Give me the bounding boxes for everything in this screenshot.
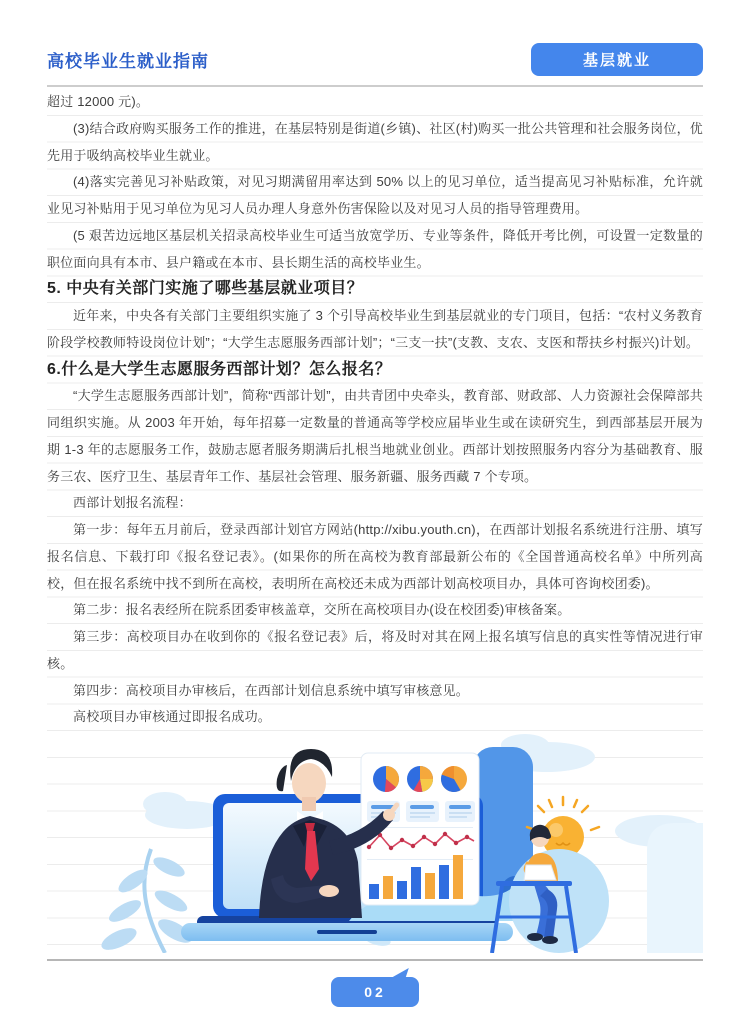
paragraph: 超过 12000 元)。 xyxy=(47,94,150,109)
document-body xyxy=(47,89,703,731)
pie-chart-icon xyxy=(373,766,467,792)
paragraph: 高校项目办审核通过即报名成功。 xyxy=(73,709,272,725)
footer-divider xyxy=(47,959,703,961)
paragraph: 西部计划报名流程： xyxy=(73,495,192,511)
paragraph: (5 艰苦边远地区基层机关招录高校毕业生可适当放宽学历、专业等条件，降低开考比例，可设置一定数量的职位面向具有本市、县户籍或在本市、县长期生活的高校毕业生。 xyxy=(47,227,703,270)
paragraph: 第四步：高校项目办审核后，在西部计划信息系统中填写审核意见。 xyxy=(73,682,470,698)
paragraph: “大学生志愿服务西部计划”，简称“西部计划”，由共青团中央牵头，教育部、财政部、人力资源社会保障部共同组织实施。从 2003 年开始，每年招募一定数量的普通高等学校应届毕业生或在读研究生，到西部基层开展为期 1-3 年的志愿服务工作，鼓励志愿者服务期满后扎根当地就业创业。西部计划按照服务内容分为基础教育、服务三农、医疗卫生、基层青年工作、基层社会管理、服务新疆、服务西藏 7 个专项。 xyxy=(47,388,703,484)
paragraph: (3)结合政府购买服务工作的推进，在基层特别是街道(乡镇)、社区(村)购买一批公共管理和社会服务岗位，优先用于吸纳高校毕业生就业。 xyxy=(47,120,703,163)
page-title: 高校毕业生就业指南 xyxy=(47,51,209,71)
paragraph: 第三步：高校项目办在收到你的《报名登记表》后，将及时对其在网上报名填写信息的真实性等情况进行审核。 xyxy=(47,629,703,671)
paragraph: 近年来，中央各有关部门主要组织实施了 3 个引导高校毕业生到基层就业的专门项目，包括：“农村义务教育阶段学校教师特设岗位计划”；“大学生志愿服务西部计划”；“三支一扶”(支教、支农、支医和帮扶乡村振兴)计划。 xyxy=(47,308,703,350)
section-heading: 5. 中央有关部门实施了哪些基层就业项目？ xyxy=(47,280,364,298)
background-blob xyxy=(647,823,703,953)
page-header xyxy=(47,42,703,76)
paragraph: 第二步：报名表经所在院系团委审核盖章，交所在高校项目办(设在校团委)审核备案。 xyxy=(73,602,571,618)
paragraph: 第一步：每年五月前后，登录西部计划官方网站(http://xibu.youth.cn)，在西部计划报名系统进行注册、填写报名信息、下载打印《报名登记表》。(如果你的所在高校为教育部最新公布的《全国普通高校名单》中所列高校，但在报名系统中找不到所在高校，表明所在高校还未成为西部计划高校项目办，具体可咨询校团委)。 xyxy=(47,522,703,591)
page-number-badge: 02 xyxy=(331,977,419,1007)
paragraph: (4)落实完善见习补贴政策，对见习期满留用率达到 50% 以上的见习单位，适当提高见习补贴标准，允许就业见习补贴用于见习单位为见习人员办理人身意外伤害保险以及对见习人员的指导管理费用。 xyxy=(47,174,703,216)
footer xyxy=(0,977,750,1007)
section-heading: 6.什么是大学生志愿服务西部计划？怎么报名？ xyxy=(47,360,392,378)
presenter-illustration xyxy=(47,731,703,953)
ruled-content-area xyxy=(47,89,703,953)
category-badge: 基层就业 xyxy=(531,43,703,76)
header-divider xyxy=(47,85,703,87)
